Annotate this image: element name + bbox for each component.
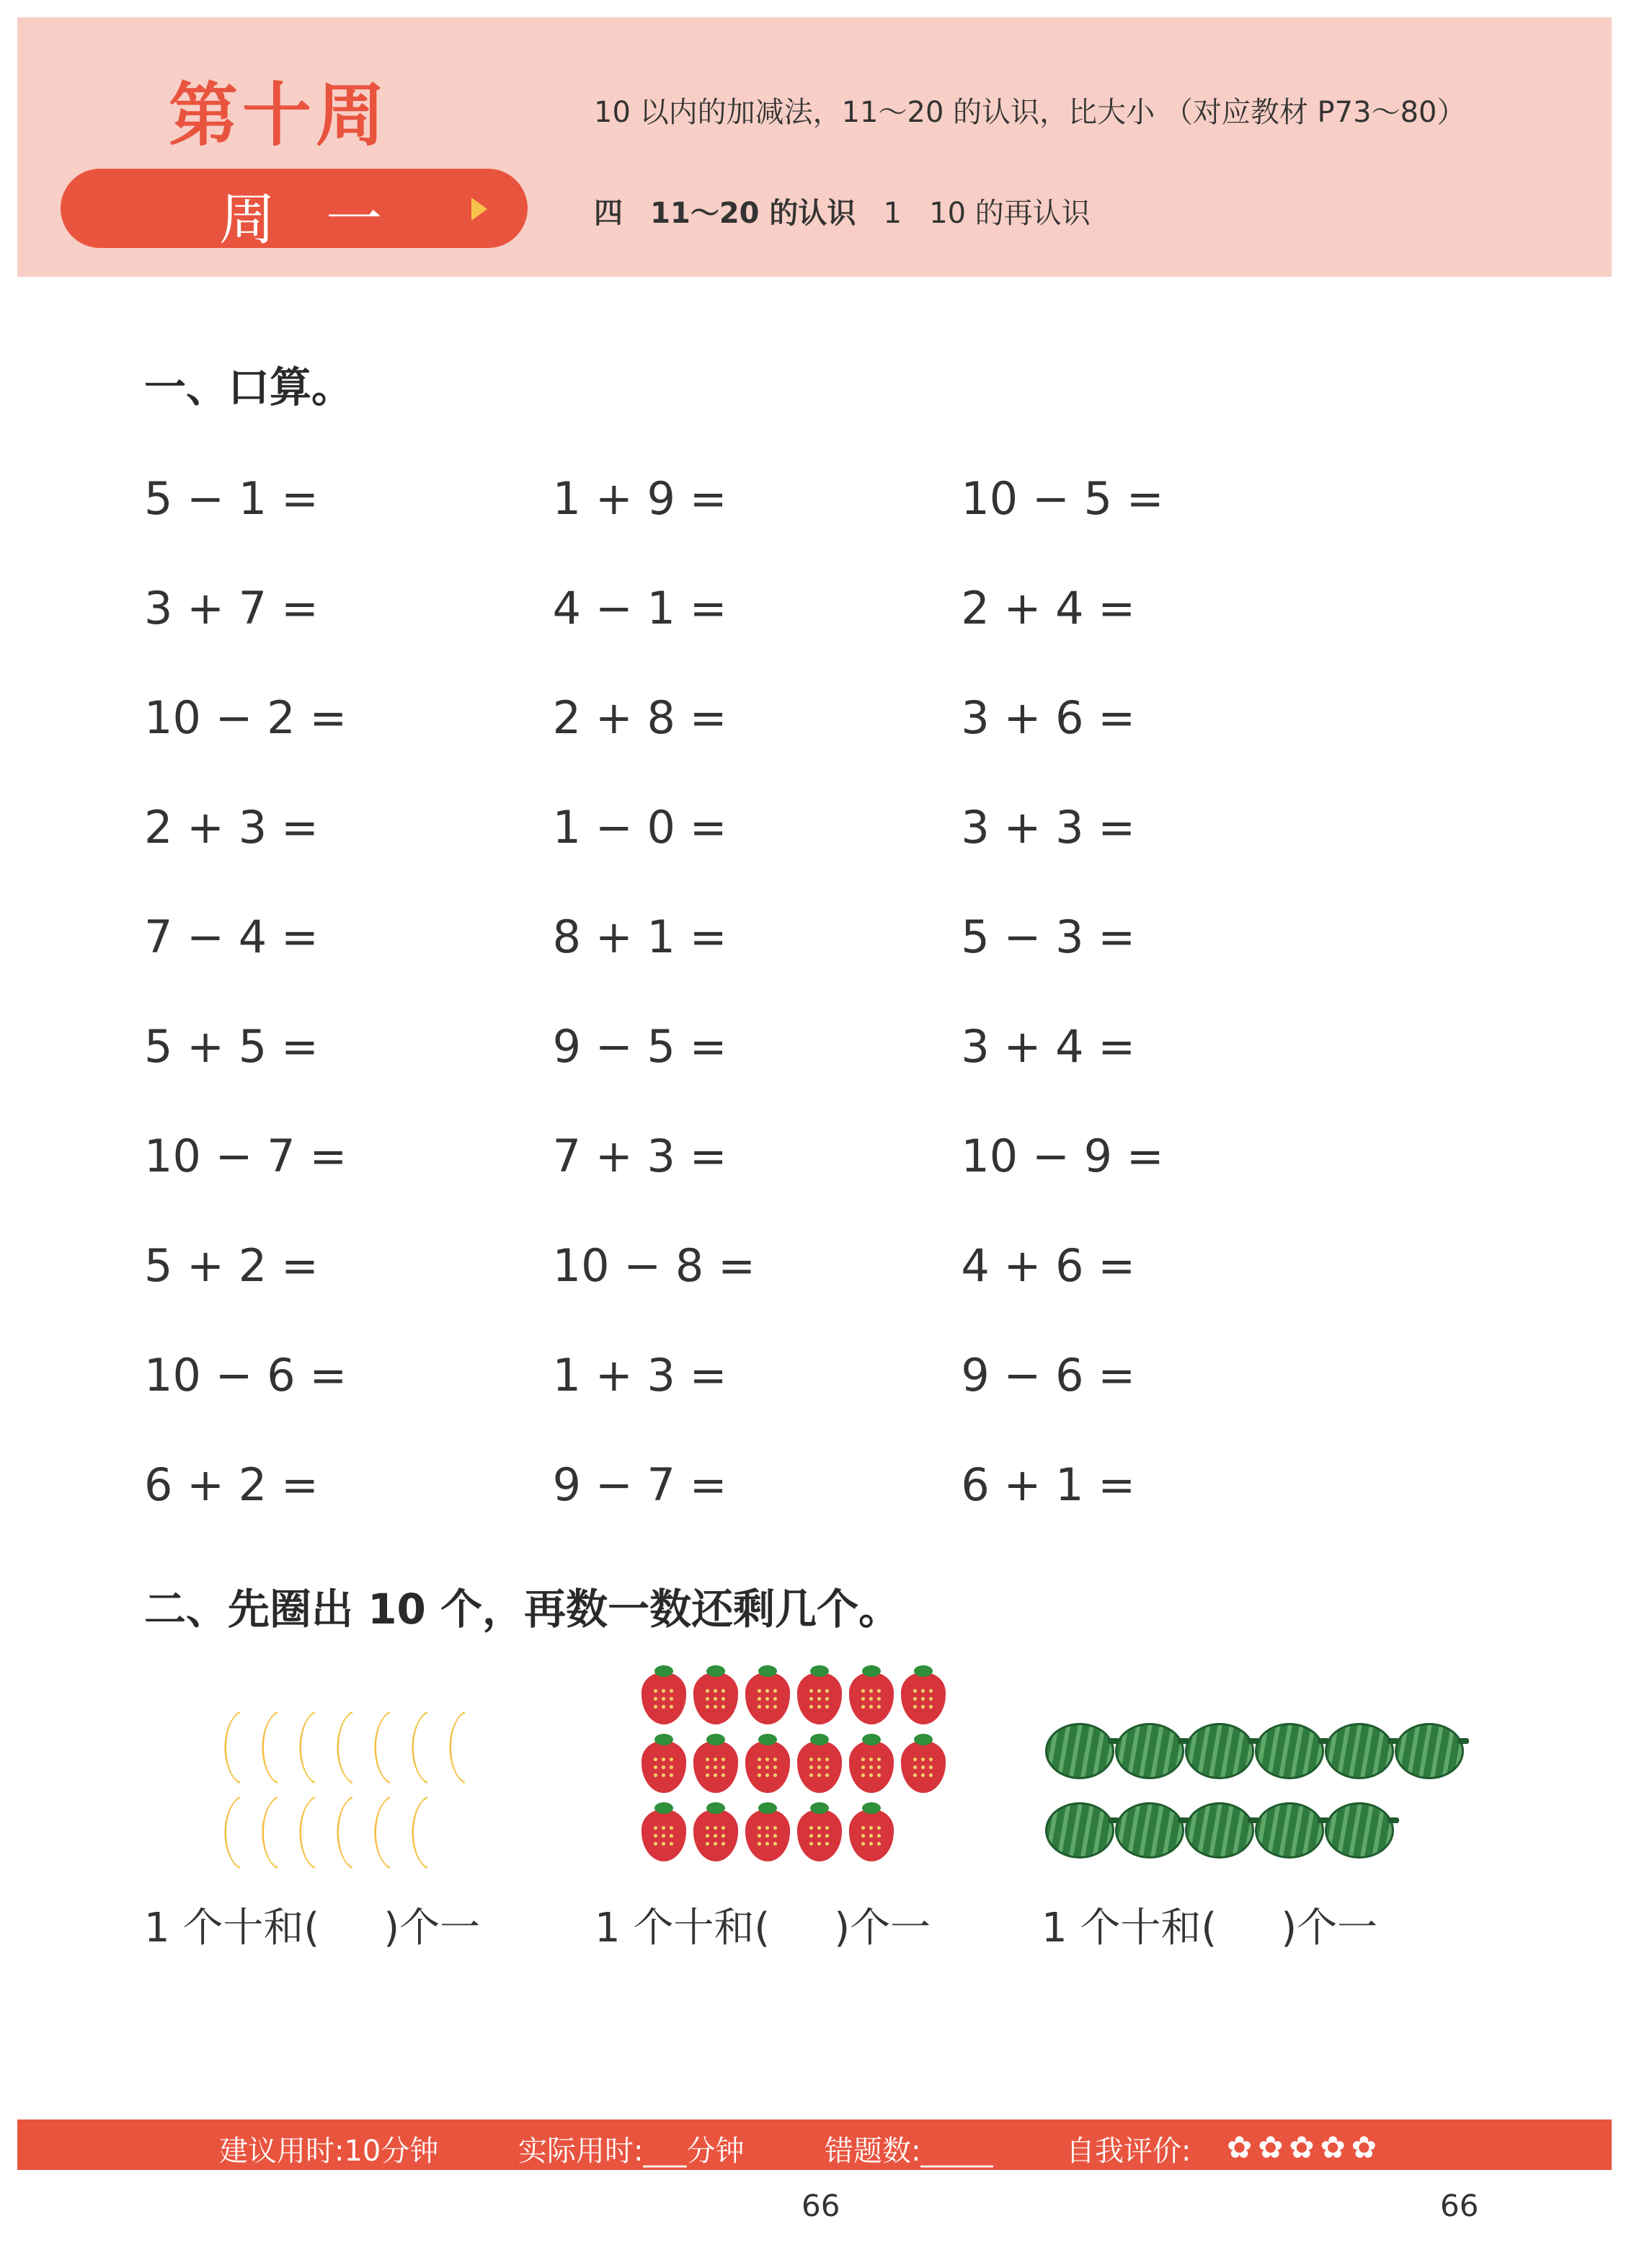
math-problem: 8 + 1 = [552, 910, 727, 963]
problem-row [144, 1320, 1369, 1430]
banana-group [216, 1709, 505, 1882]
error-count: 错题数:_____ [825, 2135, 993, 2168]
math-problem: 7 + 3 = [552, 1129, 727, 1182]
strawberry-icon [641, 1673, 686, 1724]
math-problem: 3 + 7 = [144, 581, 319, 634]
strawberry-icon [745, 1673, 790, 1724]
watermelon-group [1045, 1723, 1478, 1882]
strawberry-icon [849, 1809, 894, 1861]
strawberry-icon [901, 1741, 946, 1793]
answer-line-watermelons: 1 个十和( )个一 [1042, 1905, 1378, 1952]
answer-line-strawberries: 1 个十和( )个一 [595, 1905, 931, 1952]
page-number-center: 66 [802, 2188, 840, 2223]
lesson-number: 1 [883, 197, 902, 230]
watermelon-icon [1045, 1802, 1114, 1859]
strawberry-icon [901, 1673, 946, 1724]
math-problem: 4 + 6 = [961, 1239, 1136, 1292]
math-problem: 5 − 1 = [144, 471, 319, 525]
math-problem: 7 − 4 = [144, 910, 319, 963]
math-problem: 3 + 3 = [961, 800, 1136, 854]
footer-bar [17, 2119, 1612, 2170]
problem-row [144, 882, 1369, 991]
actual-time: 实际用时:___分钟 [518, 2135, 745, 2168]
watermelon-icon [1185, 1802, 1254, 1859]
flower-rating-icon: ✿✿✿✿✿ [1227, 2130, 1382, 2165]
math-problem: 4 − 1 = [552, 581, 727, 634]
problem-row [144, 772, 1369, 882]
math-problem: 10 − 5 = [961, 471, 1164, 525]
strawberry-group [641, 1673, 959, 1882]
strawberry-icon [693, 1741, 738, 1793]
day-pill [61, 169, 528, 252]
strawberry-icon [641, 1741, 686, 1793]
watermelon-icon [1185, 1723, 1254, 1779]
strawberry-icon [797, 1741, 842, 1793]
problem-row [144, 1430, 1369, 1539]
watermelon-icon [1115, 1723, 1184, 1779]
banana-icon [216, 1794, 249, 1871]
math-problem: 10 − 6 = [144, 1348, 347, 1401]
strawberry-icon [693, 1809, 738, 1861]
math-problem: 6 + 2 = [144, 1458, 319, 1511]
strawberry-icon [745, 1741, 790, 1793]
math-problem: 5 + 2 = [144, 1239, 319, 1292]
math-problem: 1 − 0 = [552, 800, 727, 854]
math-problem: 10 − 2 = [144, 691, 347, 744]
math-problem: 1 + 3 = [552, 1348, 727, 1401]
section2-title: 二、先圈出 10 个，再数一数还剩几个。 [144, 1585, 901, 1634]
watermelon-icon [1325, 1723, 1394, 1779]
watermelon-icon [1115, 1802, 1184, 1859]
section1-title: 一、口算。 [144, 363, 354, 412]
header-subtitle [594, 190, 1091, 231]
strawberry-icon [693, 1673, 738, 1724]
strawberry-icon [745, 1809, 790, 1861]
problem-row [144, 991, 1369, 1101]
page-number-right: 66 [1440, 2188, 1479, 2223]
strawberry-icon [797, 1673, 842, 1724]
suggested-time: 建议用时:10分钟 [219, 2135, 439, 2168]
math-problem: 3 + 4 = [961, 1019, 1136, 1073]
math-problem: 2 + 4 = [961, 581, 1136, 634]
header-topic: 10 以内的加减法，11～20 的认识，比大小 （对应教材 P73～80） [594, 96, 1466, 129]
day-label: 周一 [219, 187, 433, 252]
math-problem: 5 + 5 = [144, 1019, 319, 1073]
math-problem: 5 − 3 = [961, 910, 1136, 963]
mental-math-grid [144, 443, 1369, 1539]
math-problem: 2 + 8 = [552, 691, 727, 744]
banana-icon [216, 1709, 249, 1786]
unit-title: 11～20 的认识 [650, 197, 856, 230]
math-problem: 9 − 6 = [961, 1348, 1136, 1401]
strawberry-icon [849, 1673, 894, 1724]
strawberry-icon [849, 1741, 894, 1793]
watermelon-icon [1325, 1802, 1394, 1859]
math-problem: 9 − 7 = [552, 1458, 727, 1511]
play-arrow-icon [471, 198, 487, 221]
problem-row [144, 1210, 1369, 1320]
math-problem: 10 − 9 = [961, 1129, 1164, 1182]
week-title: 第十周 [169, 75, 389, 156]
problem-row [144, 553, 1369, 663]
math-problem: 3 + 6 = [961, 691, 1136, 744]
watermelon-icon [1255, 1723, 1324, 1779]
strawberry-icon [797, 1809, 842, 1861]
problem-row [144, 663, 1369, 772]
strawberry-icon [641, 1809, 686, 1861]
lesson-title: 10 的再认识 [929, 197, 1091, 230]
problem-row [144, 443, 1369, 553]
math-problem: 2 + 3 = [144, 800, 319, 854]
math-problem: 10 − 8 = [552, 1239, 756, 1292]
self-evaluation: 自我评价: [1066, 2135, 1191, 2168]
watermelon-icon [1045, 1723, 1114, 1779]
unit-number: 四 [594, 197, 623, 230]
watermelon-icon [1395, 1723, 1464, 1779]
math-problem: 6 + 1 = [961, 1458, 1136, 1511]
math-problem: 1 + 9 = [552, 471, 727, 525]
math-problem: 9 − 5 = [552, 1019, 727, 1073]
header-banner [17, 17, 1612, 277]
answer-line-bananas: 1 个十和( )个一 [144, 1905, 481, 1952]
watermelon-icon [1255, 1802, 1324, 1859]
math-problem: 10 − 7 = [144, 1129, 347, 1182]
problem-row [144, 1101, 1369, 1210]
